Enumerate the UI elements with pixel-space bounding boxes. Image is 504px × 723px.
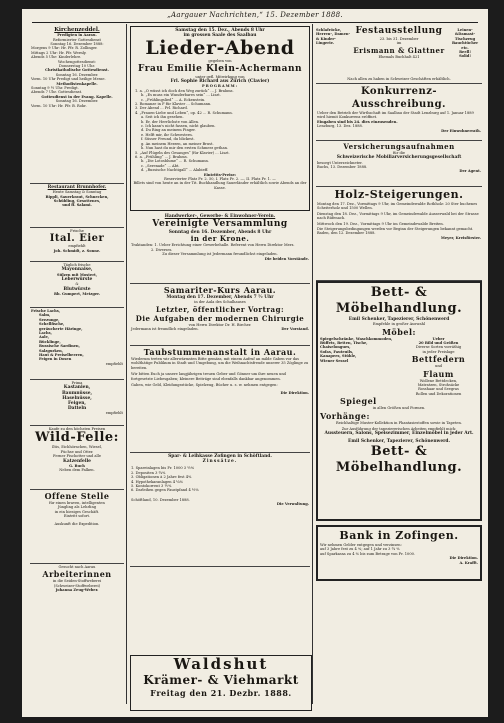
concert-program-list [132, 89, 308, 173]
newspaper-page [22, 9, 488, 717]
frische-line: Lachs, [39, 331, 52, 336]
holz-ad [316, 187, 482, 281]
program-item: c. Ich kann's nicht fassen, nicht glauben. [141, 124, 216, 129]
kirchenzeddel-line: Predigten in Aarau. [57, 33, 97, 38]
kirchenzeddel-line: Sonntag 16. Dezember. [55, 99, 99, 104]
bett-right-list [399, 337, 478, 397]
program-item: 1. a. „O wüsst ich doch den Weg zurück“ ... J. Brahms. [135, 88, 234, 93]
bank-sign: Die Direktion. [449, 556, 478, 561]
gewerbe-place: in der Krone. [190, 234, 250, 244]
concert-line2: im grossen Saale des Saalbau [183, 33, 257, 39]
festaus-right-line: Bauchtücher [451, 41, 479, 46]
bank-line: auf Sparkassa zu 4 % bis zum Betrage von Fr. 1000. [320, 551, 416, 556]
konkurrenz-sign: Der Einwohnerrath. [441, 128, 481, 133]
wildfelle-line: Füchse und Otter. [60, 449, 94, 454]
festaus-note: Nach allen zu haben in Schweizer Geschäften erhältlich. [347, 76, 451, 81]
kirchenzeddel-notice [30, 26, 124, 184]
stelle-line: in ein hiesiges Geschäft. [54, 509, 100, 514]
stelle-line: Jüngling als Lehrling [57, 505, 97, 510]
bett-spiegel: Spiegel [340, 396, 377, 407]
wildfelle-addr: Neben dem Falken. [59, 468, 95, 473]
bett-left-item: Kanapees, Stühle, [320, 354, 357, 359]
program-item: e. Helft mir, ihr Schwestern. [141, 132, 193, 137]
bett-right-item: Diverse Sorten vorräthig [415, 345, 462, 350]
samariter-date: Montag den 17. Dezember, Abends 7 ½ Uhr [166, 295, 274, 300]
bett-right-item: Matratzen, Strohsäcke [417, 383, 460, 388]
festaus-shop: Erismann & Glattner [353, 45, 445, 55]
column-rule [126, 24, 127, 704]
kirchenzeddel-line: Abends 7 Uhr. Gottesdienst. [31, 90, 83, 95]
frische-ad [30, 308, 124, 380]
frische-line: Feigen in Dosen [39, 357, 72, 362]
arbeiterinnen-pre: Gesucht nach Aarau [58, 565, 96, 569]
taubstummen-sign: Die Direktion. [280, 391, 309, 396]
kirchenzeddel-line: Abends 5 Uhr: Kinderlehre. [31, 55, 82, 60]
bank-line: Wir nehmen Gelder entgegen und verzinsen: [320, 543, 402, 547]
concert-ad [130, 26, 310, 211]
festaus-right [448, 28, 482, 59]
bett-sign: Emil Schenker, Tapezierer, Schönenwerd. [347, 438, 451, 444]
bett-repar: Zur Ausführung der tapeziererischen Arbeiten empfiehlt mich: [341, 427, 457, 432]
gewerbe-ad [130, 213, 310, 284]
stelle-ad [30, 490, 124, 564]
program-item: 5. „Auf Flügeln des Gesanges“ (für Klavier) ... Liszt. [135, 150, 230, 155]
versicherung-line: besorgt Unterzeichneter. [317, 160, 363, 165]
samariter-title: Samariter-Kurs Aarau. [163, 285, 277, 295]
bett-right-item: und [435, 364, 442, 369]
bett-lists [320, 337, 478, 397]
kirchenzeddel-line: Vorm. 10 Uhr Predigt und heilige Messe. [31, 77, 106, 82]
program-item: 3. Der Abend ... Frl. Richard. [135, 106, 188, 111]
kastanien-line: Kastanien, [63, 385, 91, 391]
waldshut-ad [130, 655, 312, 711]
sparkasse-line: 1. Spareinlagen bis Fr. 1000 3 ½% [131, 466, 195, 471]
eier-name: Joh. Schmidt, z. Sonne. [53, 248, 101, 253]
frische-line: Salzgurken, [39, 348, 63, 353]
versicherung-sign: Der Agent. [459, 169, 481, 174]
sparkasse-line: 3. Obligationen à 2 Jahre fest 4% [131, 475, 192, 480]
kastanien-line: Baumnüsse, [61, 390, 93, 396]
konkurrenz-ad [316, 84, 482, 141]
festaus-left-line: Herren-, Damen- [316, 32, 351, 37]
wildfelle-line: Ferner Fischotter und alle [53, 454, 101, 459]
column-rule [312, 24, 313, 704]
kirchenzeddel-line: Donnerstag 10 Uhr. [59, 64, 95, 69]
program-item: g. An meinem Herzen, an meiner Brust. [141, 141, 214, 146]
restaurant-line: und ff. Salami. [62, 203, 92, 208]
kirchenzeddel-line: Sonntag 16. Dezember. [55, 72, 99, 77]
sparkasse-sign: Die Verwaltung. [276, 502, 309, 507]
konkurrenz-line: Ueber den Betrieb der Wirthschaft im Saalbau der Stadt Lenzburg auf 1. Januar 1889 wird hiemit Konkurrenz eröffnet. [317, 111, 474, 120]
bank-line: auf 3 Jahre fest zu 4 %; auf 1 Jahr zu 3 ¾ % [320, 547, 400, 552]
waldshut-sub: Krämer- & Viehmarkt [143, 673, 299, 687]
bett-right-item: 20 Bild und Größen [418, 341, 459, 346]
versicherung-title: Versicherungsaufnahmen [343, 142, 455, 151]
bett-title-2: Bett- & Möbelhandlung. [335, 443, 463, 475]
bett-left-item: Sofas, Fauteuils, [320, 349, 354, 354]
bett-left-item: Spiegelschränke, Waschkommoden, [320, 336, 393, 341]
festaus-right-line: Reell! [459, 50, 471, 55]
concert-prog: PROGRAMM: [202, 84, 238, 89]
kirchenzeddel-line: Gottesdienst in der Evang. Kapelle. [41, 94, 113, 99]
kastanien-line: Prima [71, 381, 83, 385]
bett-left-item: Wiener Sessel [320, 358, 349, 363]
bett-left-list [320, 337, 399, 397]
column-middle [130, 26, 310, 654]
weinstube-name: Rb. Gumpert, Metzger. [54, 291, 100, 296]
samariter-place: in der Aula des Schulhauses [194, 300, 246, 305]
versicherung-sub: für die [392, 151, 406, 155]
concert-mit: unter gefl. Mitwirkung von [195, 74, 245, 79]
column-right [316, 26, 482, 712]
bett-rec: Empfehle in großer Auswahl [372, 322, 426, 327]
arbeiterinnen-title: Arbeiterinnen [42, 569, 112, 580]
festaus-right-line: Solid! [459, 54, 471, 59]
gewerbe-date: Sonntag den 16. Dezember, Abends 8 Uhr [168, 230, 272, 236]
bank-title: Bank in Zofingen. [339, 529, 459, 542]
kastanien-line: Haselnüsse, [62, 395, 92, 401]
wildfelle-pre: Kaufe zu den höchsten Preisen [48, 427, 106, 431]
frische-line: Aale, [39, 335, 50, 340]
concert-sale: Billets sind von heute an in der Tit. Buchhandlung Sauerländer erhältlich sowie Abends an der Kasse. [133, 181, 307, 190]
holz-line: Dienstag den 18. Dez., Vormittags 9 Uhr, im Gemeindewalde Ausserwald bei der Strasse nach Rüfenach. [317, 211, 479, 221]
concert-line1: Samstag den 15. Dez., Abends 8 Uhr [175, 28, 265, 33]
wildfelle-line: Iltis, Eichhörnchen, Wiesel, [51, 445, 103, 450]
program-item: b. Er, der Herrlichste von Allen. [141, 119, 200, 124]
taubstummen-line: Wiederum treten wir allerwärmsten Bitte gemäss, mit einem Aufruf an milde Gaben vor das wohlthätige Publikum in Stadt und Umgebung, um die Weihnachtsfreude unserer 35 Zöglinge zu bereiten. [131, 357, 309, 370]
versicherung-line: Buchs, 13. Dezember 1888. [317, 165, 368, 170]
bett-items: Aussteuern, Salons, Speisezimmer, Einzelmöbel in jeder Art. [324, 431, 474, 437]
sparkasse-line: 4. Hypothekaranlagen 4 ¼% [131, 479, 184, 484]
holz-sign: Meyer, Kreisförster. [440, 235, 481, 240]
versicherung-company: Schweizerische Mobiliarversicherungsgesellschaft [336, 155, 462, 161]
holz-line: Montag den 17. Dez., Vormittags 9 Uhr, im Gemeindewalde Rothholz: 20 Ster buchenes Scheiterholz und 1500 Wellen. [317, 202, 478, 211]
holz-title: Holz-Steigerungen. [334, 188, 464, 201]
bett-name: Emil Schenker, Tapezierer, Schönenwerd [348, 317, 450, 322]
festaus-right-line: Tischzeug [454, 36, 476, 41]
stelle-title: Offene Stelle [44, 491, 110, 501]
page-header: „Aargauer Nachrichten,“ 15. Dezember 1888. [167, 11, 343, 19]
bett-right-item: Flaum [423, 368, 454, 379]
festaus-left [316, 28, 350, 46]
frische-line: geräucherte Häringe, [39, 326, 83, 331]
kirchenzeddel-line: Vorm. 10 Uhr: Hr. Pfr. B. Rohr. [31, 103, 87, 108]
gewerbe-line: Traktanden: 1. Ueber Errichtung einer Gewerbehalle. Referent von Herrn Direktor Merz. [131, 243, 295, 248]
samariter-sign: Der Vorstand. [281, 327, 309, 332]
header-rule [32, 22, 478, 23]
versicherung-ad [316, 141, 482, 187]
eier-title: Ital. Eier [49, 233, 105, 245]
kastanien-end: empfiehlt [105, 411, 123, 416]
konkurrenz-title: Konkurrenz-Ausschreibung. [351, 86, 447, 110]
gewerbe-sub: Vereinigte Versammlung [152, 219, 288, 230]
program-item: b. „Die Lotosblume“ ... R. Schumann. [141, 159, 210, 164]
weinstube-line: Täglich frische [63, 263, 91, 267]
concert-title: Lieder-Abend [145, 37, 295, 60]
samariter-ad [130, 284, 310, 346]
sparkasse-ad [130, 453, 310, 567]
concert-accomp: Frl. Sophie Richard aus Zürich (Clavier) [170, 79, 270, 85]
program-item: d. „Russische Nachtigall“ ... Alabieff. [141, 168, 209, 173]
bett-moebel-ad [316, 281, 482, 521]
festaus-place: im [396, 41, 402, 46]
taubstummen-line: Gaben, wie Geld, Kleidungsstücke, Spielzeug, Bücher u. s. w. nehmen entgegen: [131, 383, 278, 388]
bank-name: A. Krafft. [459, 560, 478, 565]
wildfelle-title: Wild-Felle: [35, 430, 119, 446]
bett-vor: Vorhänge: [320, 410, 370, 421]
program-item: c. „Serenade“ ... Abt. [141, 163, 180, 168]
sparkasse-line: 5. Kontokorrent 3 ½% [131, 484, 172, 489]
sparkasse-title: Spar- & Leihkasse Zofingen in Schöftland. [168, 454, 272, 459]
sparkasse-sub: Zinssätze. [202, 459, 238, 465]
bett-mob: Möbel: [382, 326, 416, 337]
kirchenzeddel-title: Kirchenzeddel. [54, 27, 100, 33]
concert-eintritt: Eintritts-Preise: [203, 172, 237, 177]
concert-singer: Frau Emilie Klein-Achermann [137, 63, 303, 74]
taubstummen-title: Taubstummenanstalt in Aarau. [143, 347, 297, 357]
festaus-center [352, 26, 446, 59]
bett-left-item: Chaiselongues, [320, 345, 351, 350]
arbeiterinnen-line: Johanna Zeug-Weber. [55, 588, 99, 593]
program-item: f. Süsser Freund, du blickest. [141, 137, 195, 142]
bett-vor-sub: Reichhaltige Muster-Kollektion in Phantasiestoffen sowie in Tapeten. [336, 420, 462, 425]
eier-label: Frische [70, 229, 84, 233]
arbeiterinnen-line: (Schweizer-Stoffweberei) [53, 583, 101, 588]
samariter-by: von Herrn Direktor Dr. H. Bircher. [188, 322, 252, 327]
konkurrenz-line: Lenzburg, 13. Dez. 1888. [317, 124, 363, 129]
frische-line: Haut & Preiselbeeren, [39, 353, 84, 358]
kirchenzeddel-line: Wochengottesdienst: [57, 59, 97, 64]
concert-given: gegeben von [208, 59, 232, 64]
frische-end: empfiehlt [105, 361, 123, 366]
wildfelle-line: Katzenfelle [63, 458, 91, 464]
frische-line: Seezunge, [39, 317, 60, 322]
sparkasse-line: 2. Depositen 3 ¾% [131, 470, 166, 475]
restaurant-line: Rippli, Sauerkraut, Schnecken, [45, 194, 109, 199]
bett-right-item: Rosshaar und Seegras [418, 387, 459, 392]
festaus-street: Ehemals Buchhalt 421 [378, 54, 420, 59]
restaurant-ad [30, 184, 124, 228]
festaus-right-line: Leinen-&Damast- [455, 28, 475, 37]
gewerbe-sign: Die beiden Vorstände. [264, 256, 309, 261]
bett-title: Bett- & Möbelhandlung. [335, 285, 463, 316]
program-item: a. Seit ich ihn gesehen. [141, 115, 184, 120]
frische-line: Russische Sardinen, [39, 344, 80, 349]
program-item: b. „Es muss ein Wunderbares sein“ ... Liszt. [141, 93, 221, 98]
bett-spiegel-sub: in allen Größen und Formen. [372, 406, 426, 411]
stelle-line: für einen braven, intelligenten [49, 501, 105, 505]
gewerbe-line: 2. Diverses. [151, 247, 173, 252]
bett-right-item: Wollene Bettdecken, [419, 378, 458, 383]
waldshut-date: Freitag den 21. Dezbr. 1888. [150, 688, 292, 698]
kirchenzeddel-line: Mittags 2 Uhr: Hr. Pfr. Wernly. [31, 50, 87, 55]
weinstube-ad [30, 262, 124, 308]
kirchenzeddel-line: Methodistenkapelle. [56, 81, 98, 86]
festaus-left-line: Lingerie. [316, 41, 335, 46]
wildfelle-name: G. Ruch [69, 463, 85, 468]
eier-ad [30, 228, 124, 262]
holz-line: Baden, den 12. Dezember 1888. [317, 231, 376, 236]
program-item: d. Du Ring an meinem Finger. [141, 128, 196, 133]
bank-ad [316, 525, 482, 581]
kirchenzeddel-line: Christkatholische Gottesdienst. [45, 68, 109, 73]
bett-right-item: in jeder Preislage [422, 349, 455, 354]
program-item: 4. „Frauen-Liebe und Leben“, op. 42 ... R. Schumann. [135, 110, 233, 115]
samariter-foot: Jedermann ist freundlich eingeladen. [131, 327, 199, 332]
kirchenzeddel-line: Sonntag 9 ½ Uhr. Predigt. [31, 86, 79, 91]
gewerbe-line: Zu dieser Versammlung ist Jedermann freundlichst eingeladen. [162, 252, 278, 257]
festaus-sub: 23. bis 31. Dezember [379, 37, 419, 41]
gewerbe-title: Handwerker-, Gewerbe- & Einwohner-Verein. [164, 214, 276, 219]
taubstummen-ad [130, 346, 310, 453]
festaus-title: Festausstellung [355, 26, 443, 36]
bett-right-item: Rollen und Dekorationen [415, 391, 462, 396]
stelle-line: Eintritt sofort. [63, 514, 91, 519]
weinstube-line: Sülzen mit Mostert, [57, 272, 97, 277]
samariter-talk: Letzter, öffentlicher Vortrag: [155, 304, 285, 314]
kastanien-line: Datteln [67, 406, 87, 412]
concert-price: Reservierter Platz Fr. 2. 50, I. Platz Fr. 2. —, II. Platz Fr. 1. — [164, 176, 276, 181]
frische-line: Bücklinge, [39, 339, 61, 344]
stelle-ref: Auskunft die Expedition. [54, 521, 100, 526]
festaus-left-line: & Kinder- [316, 36, 336, 41]
weinstube-line: Blutwürste [63, 286, 91, 292]
restaurant-title: Restaurant Brunnhofer. [47, 185, 107, 190]
program-item: c. „Frühlingslied“ ... A. Eckenstein. [141, 97, 206, 102]
program-item: 2. Romanze in F für Klavier ... Schumann. [135, 102, 212, 107]
taubstummen-line: Wir bitten Euch ja unsere langjährigen treuen Geber und Gönner um ihre neuen und fortgesetzte Liebesgaben; kleinere Beiträge sind ebenfalls dankbar angenommen. [131, 372, 286, 381]
kastanien-line: Feigen, [68, 401, 86, 407]
bett-right-item: Ueber [432, 336, 445, 341]
kirchenzeddel-line: Sonntag 16. Dezember 1888: [50, 42, 104, 47]
restaurant-line: Heute Samstag & Sonntag [52, 190, 102, 195]
bett-left-item: Büffets, Betten, Tische, [320, 341, 368, 346]
festaus-left-line: Schlafröcke, [316, 28, 342, 32]
arbeiterinnen-line: in die Seiden-Stoffweberei [52, 579, 102, 584]
sparkasse-line: 6. Darleihen gegen Faustpfand 4 ½% [131, 488, 199, 493]
wildfelle-ad [30, 426, 124, 490]
program-item: 6. a. „Frühling“ ... J. Brahms. [135, 154, 188, 159]
weinstube-line: Mayonnaise, [61, 267, 93, 273]
weinstube-line: & [75, 282, 79, 287]
sparkasse-date: Schöftland, 10. Dezember 1888. [131, 497, 190, 502]
bett-right-item: Bettfedern [411, 354, 466, 365]
column-left [30, 26, 124, 712]
holz-line: Mittwoch den 19. Dez., Vormittags 9 Uhr im Gemeindewalde Breiten. [317, 221, 444, 226]
arbeiterinnen-ad [30, 564, 124, 594]
festaus-right-line: etc. [461, 45, 469, 50]
program-item: h. Nun hast du mir den ersten Schmerz gethan. [141, 146, 229, 151]
weinstube-line: Leberwürste [61, 277, 93, 283]
samariter-topic: Die Aufgaben der modernen Chirurgie [135, 313, 305, 323]
restaurant-line: Schübling, Gesottenes, [53, 199, 101, 204]
frische-line: Frische Lachs, [31, 309, 61, 313]
holz-line: Die Steigerungsbedingungen werden vor Beginn der Steigerungen bekannt gemacht. [317, 227, 474, 232]
frische-line: Schellfische, [39, 322, 65, 327]
konkurrenz-line: Eingaben sind bis 24. dies einzusenden. [317, 119, 398, 124]
frische-line: Salm, [39, 313, 51, 318]
kastanien-ad [30, 380, 124, 426]
waldshut-title: Waldshut [173, 655, 269, 673]
eier-sub: empfiehlt [68, 244, 86, 249]
kirchenzeddel-line: Reformierter Gottesdienst [53, 37, 101, 42]
kirchenzeddel-line: Morgens 9 Uhr: Hr. Pfr. R. Zollinger. [31, 46, 98, 51]
festausstellung-ad [316, 26, 482, 84]
